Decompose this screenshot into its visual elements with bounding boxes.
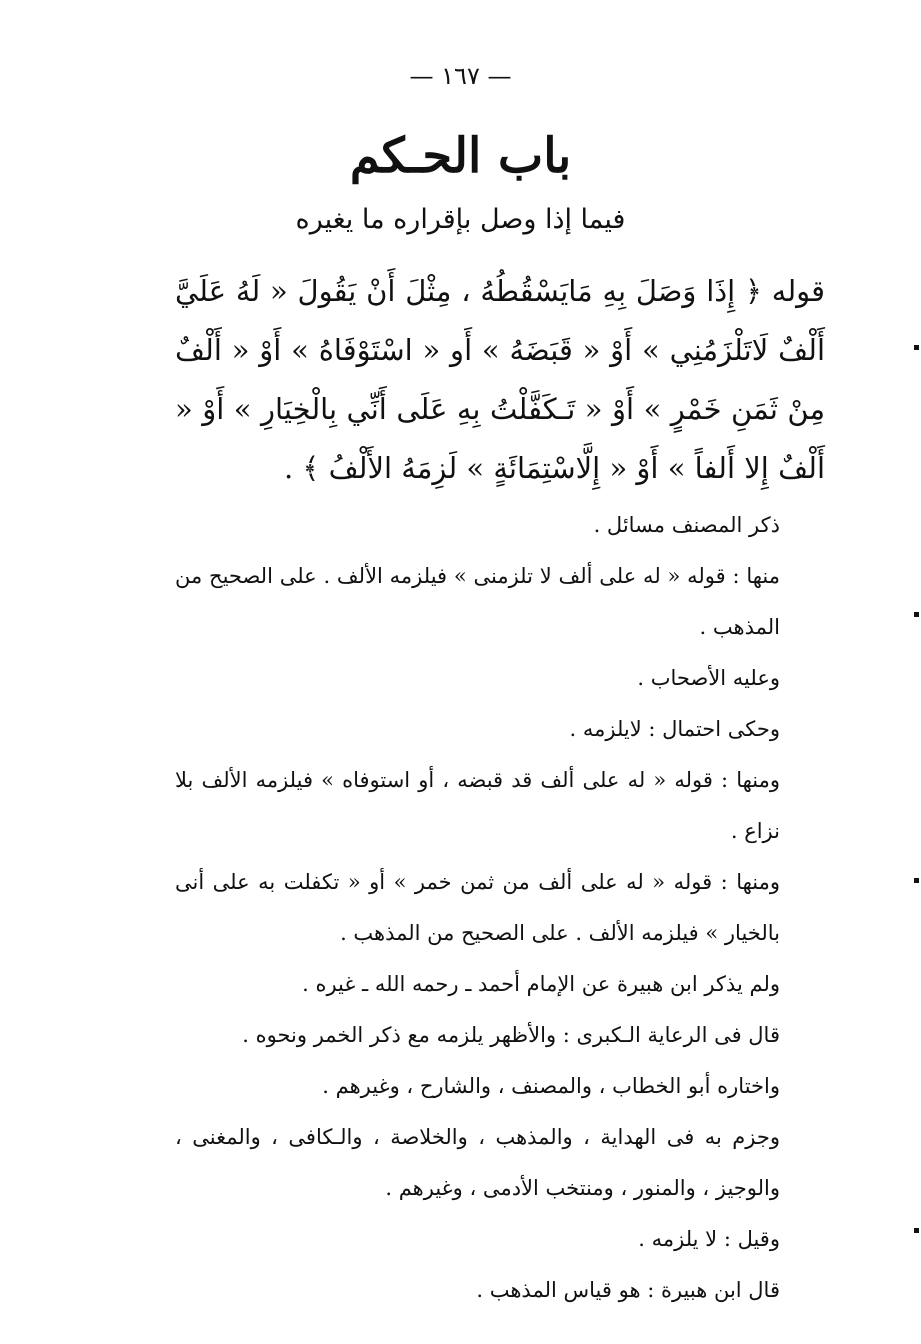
commentary-paragraph: ولم يذكر ابن هبيرة عن الإمام أحمد ـ رحمه الله ـ غيره . — [302, 972, 780, 996]
main-text: قوله ﴿ إِذَا وَصَلَ بِهِ مَايَسْقُطُهُ ، مِثْلَ أَنْ يَقُولَ « لَهُ عَلَيَّ أَلْفٌ لَاتَلْزَمُنِي » أَوْ « قَبَضَهُ » أَو « اسْتَوْفَاهُ » أَوْ « أَلْفٌ مِنْ ثَمَنِ خَمْرٍ » أَوْ « تَـكَفَّلْتُ بِهِ عَلَى أَنِّي بِالْخِيَارِ » أَوْ « أَلْفٌ إِلا أَلفاً » أَوْ « إِلَّاسْتِمَائَةٍ » لَزِمَهُ الأَلْفُ ﴾ . — [175, 274, 825, 485]
page-number: — ١٦٧ — — [409, 62, 512, 90]
margin-mark — [914, 612, 919, 617]
commentary-paragraph: وعليه الأصحاب . — [637, 666, 780, 690]
commentary-paragraph: وقيل : لا يلزمه . — [638, 1227, 780, 1251]
commentary-paragraph: ذكر المصنف مسائل . — [593, 513, 780, 537]
chapter-title: باب الحـكم — [349, 128, 572, 184]
commentary-paragraph: قال ابن هبيرة : هو قياس المذهب . — [476, 1278, 780, 1302]
commentary-paragraph: منها : قوله « له على ألف لا تلزمنى » فيلزمه الألف . على الصحيح من المذهب . — [175, 564, 780, 639]
commentary-paragraph: قال فى الرعاية الـكبرى : والأظهر يلزمه مع ذكر الخمر ونحوه . — [242, 1023, 780, 1047]
margin-mark — [914, 878, 919, 883]
margin-mark — [914, 1228, 919, 1233]
commentary-paragraph: ومنها : قوله « له على ألف من ثمن خمر » أو « تكفلت به على أنى بالخيار » فيلزمه الألف . على الصحيح من المذهب . — [175, 870, 780, 945]
commentary — [175, 500, 825, 1316]
commentary-paragraph: وجزم به فى الهداية ، والمذهب ، والخلاصة ، والـكافى ، والمغنى ، والوجيز ، والمنور ، ومنتخب الأدمى ، وغيرهم . — [175, 1125, 780, 1200]
chapter-subtitle: فيما إذا وصل بإقراره ما يغيره — [295, 204, 626, 235]
commentary-paragraph: وحكى احتمال : لايلزمه . — [569, 717, 780, 741]
margin-mark — [914, 345, 919, 350]
commentary-paragraph: واختاره أبو الخطاب ، والمصنف ، والشارح ، وغيرهم . — [322, 1074, 780, 1098]
commentary-paragraph: ومنها : قوله « له على ألف قد قبضه ، أو استوفاه » فيلزمه الألف بلا نزاع . — [175, 768, 780, 843]
